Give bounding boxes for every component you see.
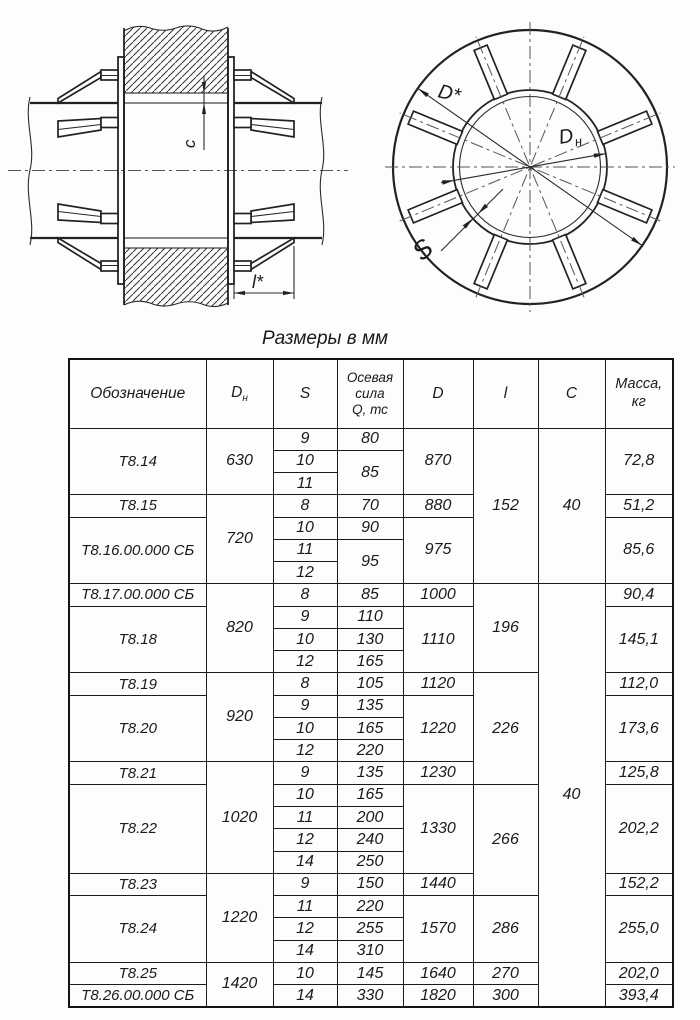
- cell-mass: 145,1: [605, 606, 673, 673]
- mass-line1: Масса,: [615, 376, 663, 393]
- dim-l-label: l*: [252, 272, 264, 292]
- cell-d: 1570: [403, 896, 473, 963]
- cell-mass: 255,0: [605, 896, 673, 963]
- col-header-dn: [206, 359, 273, 428]
- cell-s: 8: [273, 584, 337, 606]
- cell-c: 40: [538, 428, 605, 584]
- table-row: [69, 584, 673, 606]
- cell-designation: Т8.14: [69, 428, 206, 495]
- cell-s: 8: [273, 495, 337, 517]
- cell-mass: 72,8: [605, 428, 673, 495]
- dim-dn-subscript: н: [573, 133, 584, 150]
- cell-s: 10: [273, 784, 337, 806]
- technical-drawing: [0, 0, 700, 350]
- header-row: [69, 359, 673, 428]
- cell-d: 1330: [403, 784, 473, 873]
- cell-designation: Т8.17.00.000 СБ: [69, 584, 206, 606]
- cell-designation: Т8.26.00.000 СБ: [69, 985, 206, 1007]
- col-header-mass: [605, 359, 673, 428]
- cell-l: 286: [473, 896, 538, 963]
- cell-s: 10: [273, 628, 337, 650]
- caption-dimensions: Размеры в мм: [261, 328, 389, 349]
- arrowhead: [442, 180, 454, 184]
- col-header-d: D: [403, 359, 473, 428]
- dim-s-label: S: [405, 232, 439, 267]
- cell-d: 975: [403, 517, 473, 584]
- cell-dn: 1220: [206, 873, 273, 962]
- cell-d: 1820: [403, 985, 473, 1007]
- cell-designation: Т8.22: [69, 784, 206, 873]
- cell-d: 880: [403, 495, 473, 517]
- cell-s: 9: [273, 428, 337, 450]
- cell-s: 9: [273, 762, 337, 784]
- cell-l: 270: [473, 962, 538, 984]
- arrowhead: [631, 237, 642, 246]
- cell-dn: 630: [206, 428, 273, 495]
- cell-s: 9: [273, 606, 337, 628]
- cell-mass: 173,6: [605, 695, 673, 762]
- cell-c: 40: [538, 584, 605, 1007]
- cell-d: 1640: [403, 962, 473, 984]
- arrowhead: [202, 103, 206, 114]
- cell-designation: Т8.23: [69, 873, 206, 895]
- dim-c-label: с: [180, 139, 199, 148]
- cell-mass: 85,6: [605, 517, 673, 584]
- dn-sub: н: [242, 392, 248, 404]
- cell-dn: 720: [206, 495, 273, 584]
- cell-designation: Т8.25: [69, 962, 206, 984]
- wall-hatching: [124, 26, 228, 307]
- cell-mass: 125,8: [605, 762, 673, 784]
- cell-l: 152: [473, 428, 538, 584]
- cell-designation: Т8.15: [69, 495, 206, 517]
- cell-mass: 51,2: [605, 495, 673, 517]
- cell-d: 1120: [403, 673, 473, 695]
- cell-s: 12: [273, 651, 337, 673]
- arrowhead: [234, 291, 245, 295]
- cell-q: 135: [337, 762, 403, 784]
- cell-d: 1000: [403, 584, 473, 606]
- cell-d: 1230: [403, 762, 473, 784]
- cell-s: 14: [273, 985, 337, 1007]
- cell-l: 226: [473, 673, 538, 784]
- dim-d-star-label: D*: [435, 80, 463, 108]
- dimension-l: [234, 246, 294, 299]
- cell-q: 200: [337, 807, 403, 829]
- cell-q: 95: [337, 539, 403, 584]
- cell-dn: 1020: [206, 762, 273, 873]
- q-line3: Q, тс: [352, 401, 388, 417]
- section-view: [8, 26, 348, 307]
- cell-s: 11: [273, 473, 337, 495]
- q-line2: сила: [355, 385, 385, 401]
- cell-s: 11: [273, 896, 337, 918]
- cell-d: 870: [403, 428, 473, 495]
- cell-designation: Т8.16.00.000 СБ: [69, 517, 206, 584]
- pipe-break-left: [28, 97, 31, 245]
- cell-q: 135: [337, 695, 403, 717]
- cell-mass: 393,4: [605, 985, 673, 1007]
- cell-l: 266: [473, 784, 538, 895]
- cell-q: 165: [337, 717, 403, 739]
- cell-q: 220: [337, 740, 403, 762]
- col-header-c: C: [538, 359, 605, 428]
- cell-q: 165: [337, 651, 403, 673]
- cell-s: 10: [273, 717, 337, 739]
- dim-dn-label: D: [557, 124, 576, 149]
- dimensions-table: [68, 358, 674, 1008]
- col-header-s: S: [273, 359, 337, 428]
- cell-dn: 1420: [206, 962, 273, 1007]
- cell-mass: 152,2: [605, 873, 673, 895]
- dimension-dn: [441, 123, 606, 184]
- cell-mass: 112,0: [605, 673, 673, 695]
- cell-s: 14: [273, 851, 337, 873]
- cell-q: 85: [337, 450, 403, 495]
- cell-q: 70: [337, 495, 403, 517]
- packing-seal-top: [124, 93, 228, 103]
- col-header-designation: Обозначение: [69, 359, 206, 428]
- cell-q: 250: [337, 851, 403, 873]
- cell-mass: 90,4: [605, 584, 673, 606]
- cell-q: 105: [337, 673, 403, 695]
- cell-s: 9: [273, 695, 337, 717]
- cell-s: 10: [273, 517, 337, 539]
- cell-designation: Т8.21: [69, 762, 206, 784]
- cell-q: 255: [337, 918, 403, 940]
- cell-designation: Т8.18: [69, 606, 206, 673]
- cell-s: 12: [273, 918, 337, 940]
- cell-q: 330: [337, 985, 403, 1007]
- cell-l: 300: [473, 985, 538, 1007]
- cell-s: 11: [273, 539, 337, 561]
- cell-d: 1110: [403, 606, 473, 673]
- end-view: [385, 22, 675, 312]
- col-header-q: [337, 359, 403, 428]
- arrowhead: [418, 88, 429, 97]
- cell-q: 220: [337, 896, 403, 918]
- cell-d: 1220: [403, 695, 473, 762]
- cell-s: 12: [273, 829, 337, 851]
- cell-q: 90: [337, 517, 403, 539]
- cell-dn: 820: [206, 584, 273, 673]
- cell-mass: 202,2: [605, 784, 673, 873]
- packing-seal-bottom: [124, 238, 228, 248]
- col-header-l: l: [473, 359, 538, 428]
- cell-q: 80: [337, 428, 403, 450]
- cell-q: 110: [337, 606, 403, 628]
- cell-s: 9: [273, 873, 337, 895]
- cell-designation: Т8.20: [69, 695, 206, 762]
- cell-designation: Т8.19: [69, 673, 206, 695]
- cell-mass: 202,0: [605, 962, 673, 984]
- mass-line2: кг: [631, 393, 646, 410]
- cell-q: 150: [337, 873, 403, 895]
- cell-d: 1440: [403, 873, 473, 895]
- cell-q: 145: [337, 962, 403, 984]
- cell-dn: 920: [206, 673, 273, 762]
- cell-q: 85: [337, 584, 403, 606]
- cell-l: 196: [473, 584, 538, 673]
- cell-q: 310: [337, 940, 403, 962]
- dn-main: D: [231, 383, 243, 401]
- cell-designation: Т8.24: [69, 896, 206, 963]
- cell-s: 12: [273, 740, 337, 762]
- cell-s: 14: [273, 940, 337, 962]
- arrowhead: [283, 291, 294, 295]
- q-line1: Осевая: [346, 370, 394, 386]
- cell-q: 165: [337, 784, 403, 806]
- cell-s: 10: [273, 962, 337, 984]
- cell-q: 240: [337, 829, 403, 851]
- cell-s: 12: [273, 562, 337, 584]
- cell-s: 10: [273, 450, 337, 472]
- cell-s: 8: [273, 673, 337, 695]
- cell-q: 130: [337, 628, 403, 650]
- table-row: [69, 428, 673, 450]
- cell-s: 11: [273, 807, 337, 829]
